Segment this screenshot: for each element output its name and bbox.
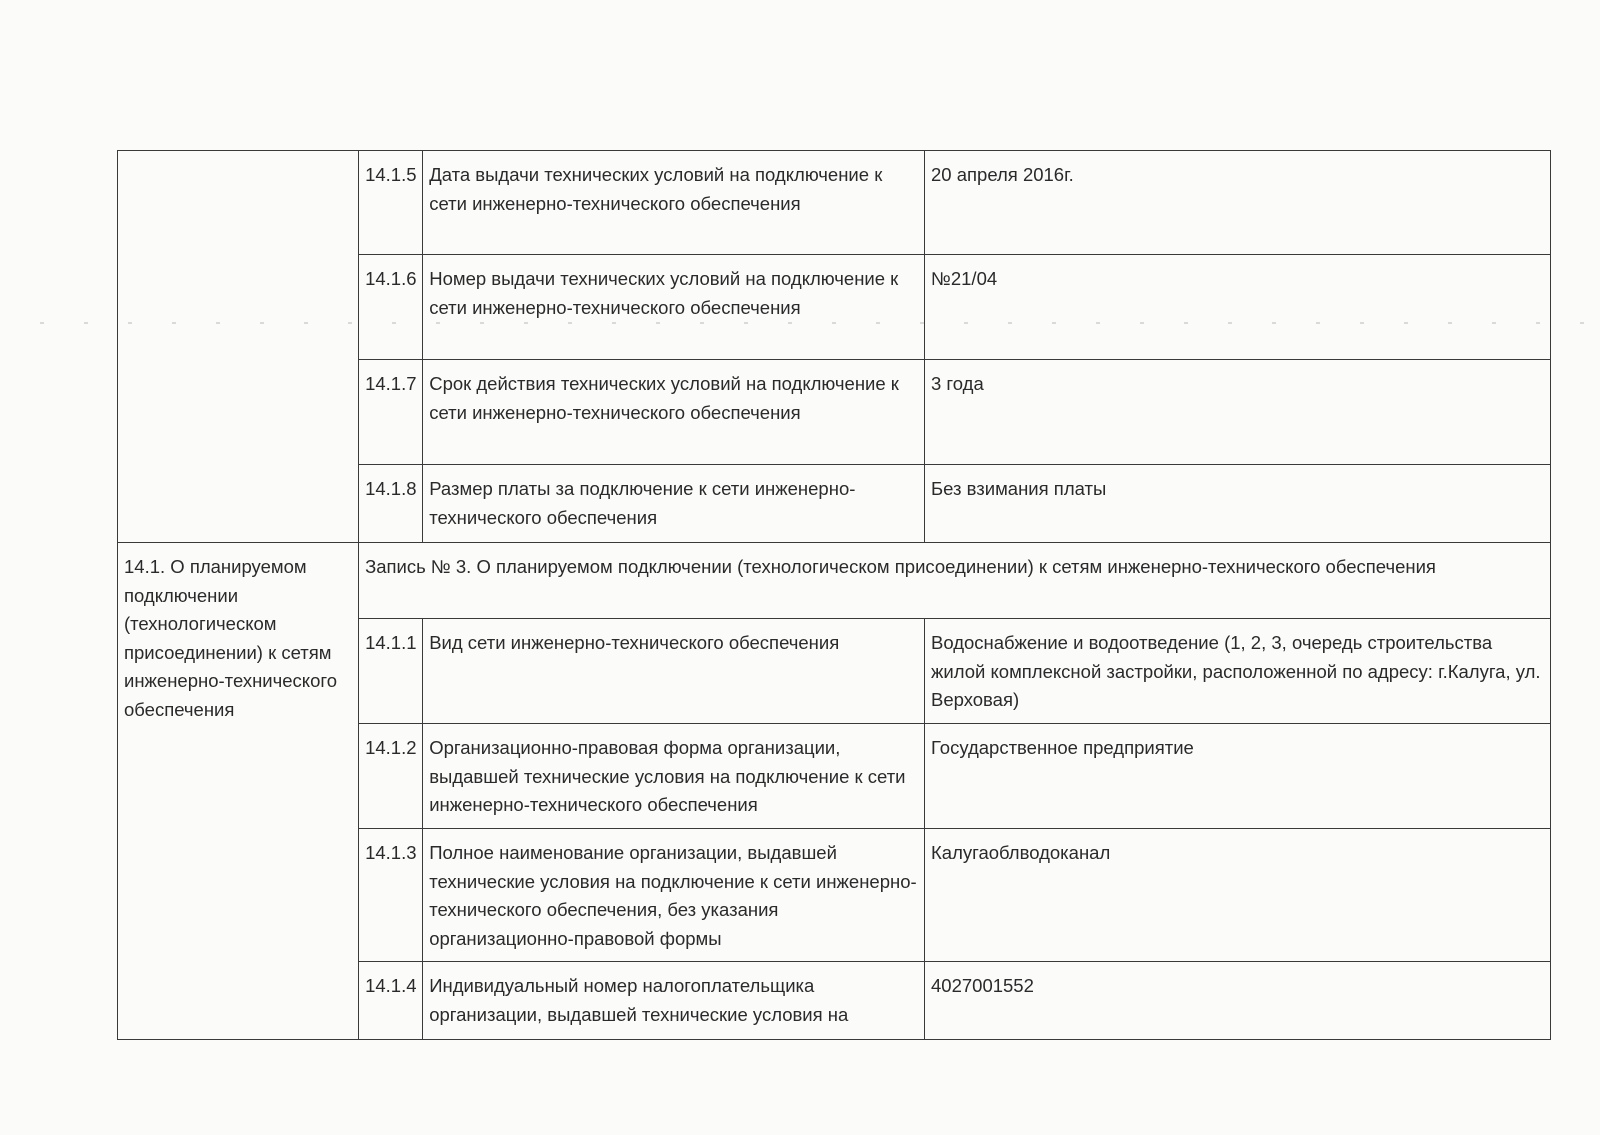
row-value: №21/04 [925,255,1551,360]
row-number: 14.1.4 [359,962,423,1040]
row-label: Номер выдачи технических условий на подключение к сети инженерно-технического обеспечения [423,255,925,360]
row-label: Срок действия технических условий на подключение к сети инженерно-технического обеспечения [423,360,925,465]
row-value: 4027001552 [925,962,1551,1040]
row-label: Дата выдачи технических условий на подключение к сети инженерно-технического обеспечения [423,151,925,255]
row-value: Без взимания платы [925,465,1551,543]
row-number: 14.1.1 [359,619,423,724]
row-number: 14.1.5 [359,151,423,255]
row-number: 14.1.7 [359,360,423,465]
table-row [118,543,1551,619]
row-value: Калугаоблводоканал [925,829,1551,962]
row-number: 14.1.8 [359,465,423,543]
disclosure-table [117,150,1551,1040]
row-number: 14.1.3 [359,829,423,962]
row-label: Размер платы за подключение к сети инженерно-технического обеспечения [423,465,925,543]
row-label: Вид сети инженерно-технического обеспечения [423,619,925,724]
row-value: Водоснабжение и водоотведение (1, 2, 3, очередь строительства жилой комплексной застройки, расположенной по адресу: г.Калуга, ул. Верховая) [925,619,1551,724]
row-value: Государственное предприятие [925,724,1551,829]
row-value: 3 года [925,360,1551,465]
empty-section-cell [118,151,359,543]
section-title: 14.1. О планируемом подключении (технологическом присоединении) к сетям инженерно-технического обеспечения [118,543,359,1040]
row-label: Организационно-правовая форма организации, выдавшей технические условия на подключение к сети инженерно-технического обеспечения [423,724,925,829]
record-header: Запись № 3. О планируемом подключении (технологическом присоединении) к сетям инженерно-технического обеспечения [359,543,1551,619]
row-value: 20 апреля 2016г. [925,151,1551,255]
row-label: Индивидуальный номер налогоплательщика организации, выдавшей технические условия на [423,962,925,1040]
table-row [118,151,1551,255]
row-number: 14.1.6 [359,255,423,360]
row-label: Полное наименование организации, выдавшей технические условия на подключение к сети инженерно-технического обеспечения, без указания организационно-правовой формы [423,829,925,962]
row-number: 14.1.2 [359,724,423,829]
